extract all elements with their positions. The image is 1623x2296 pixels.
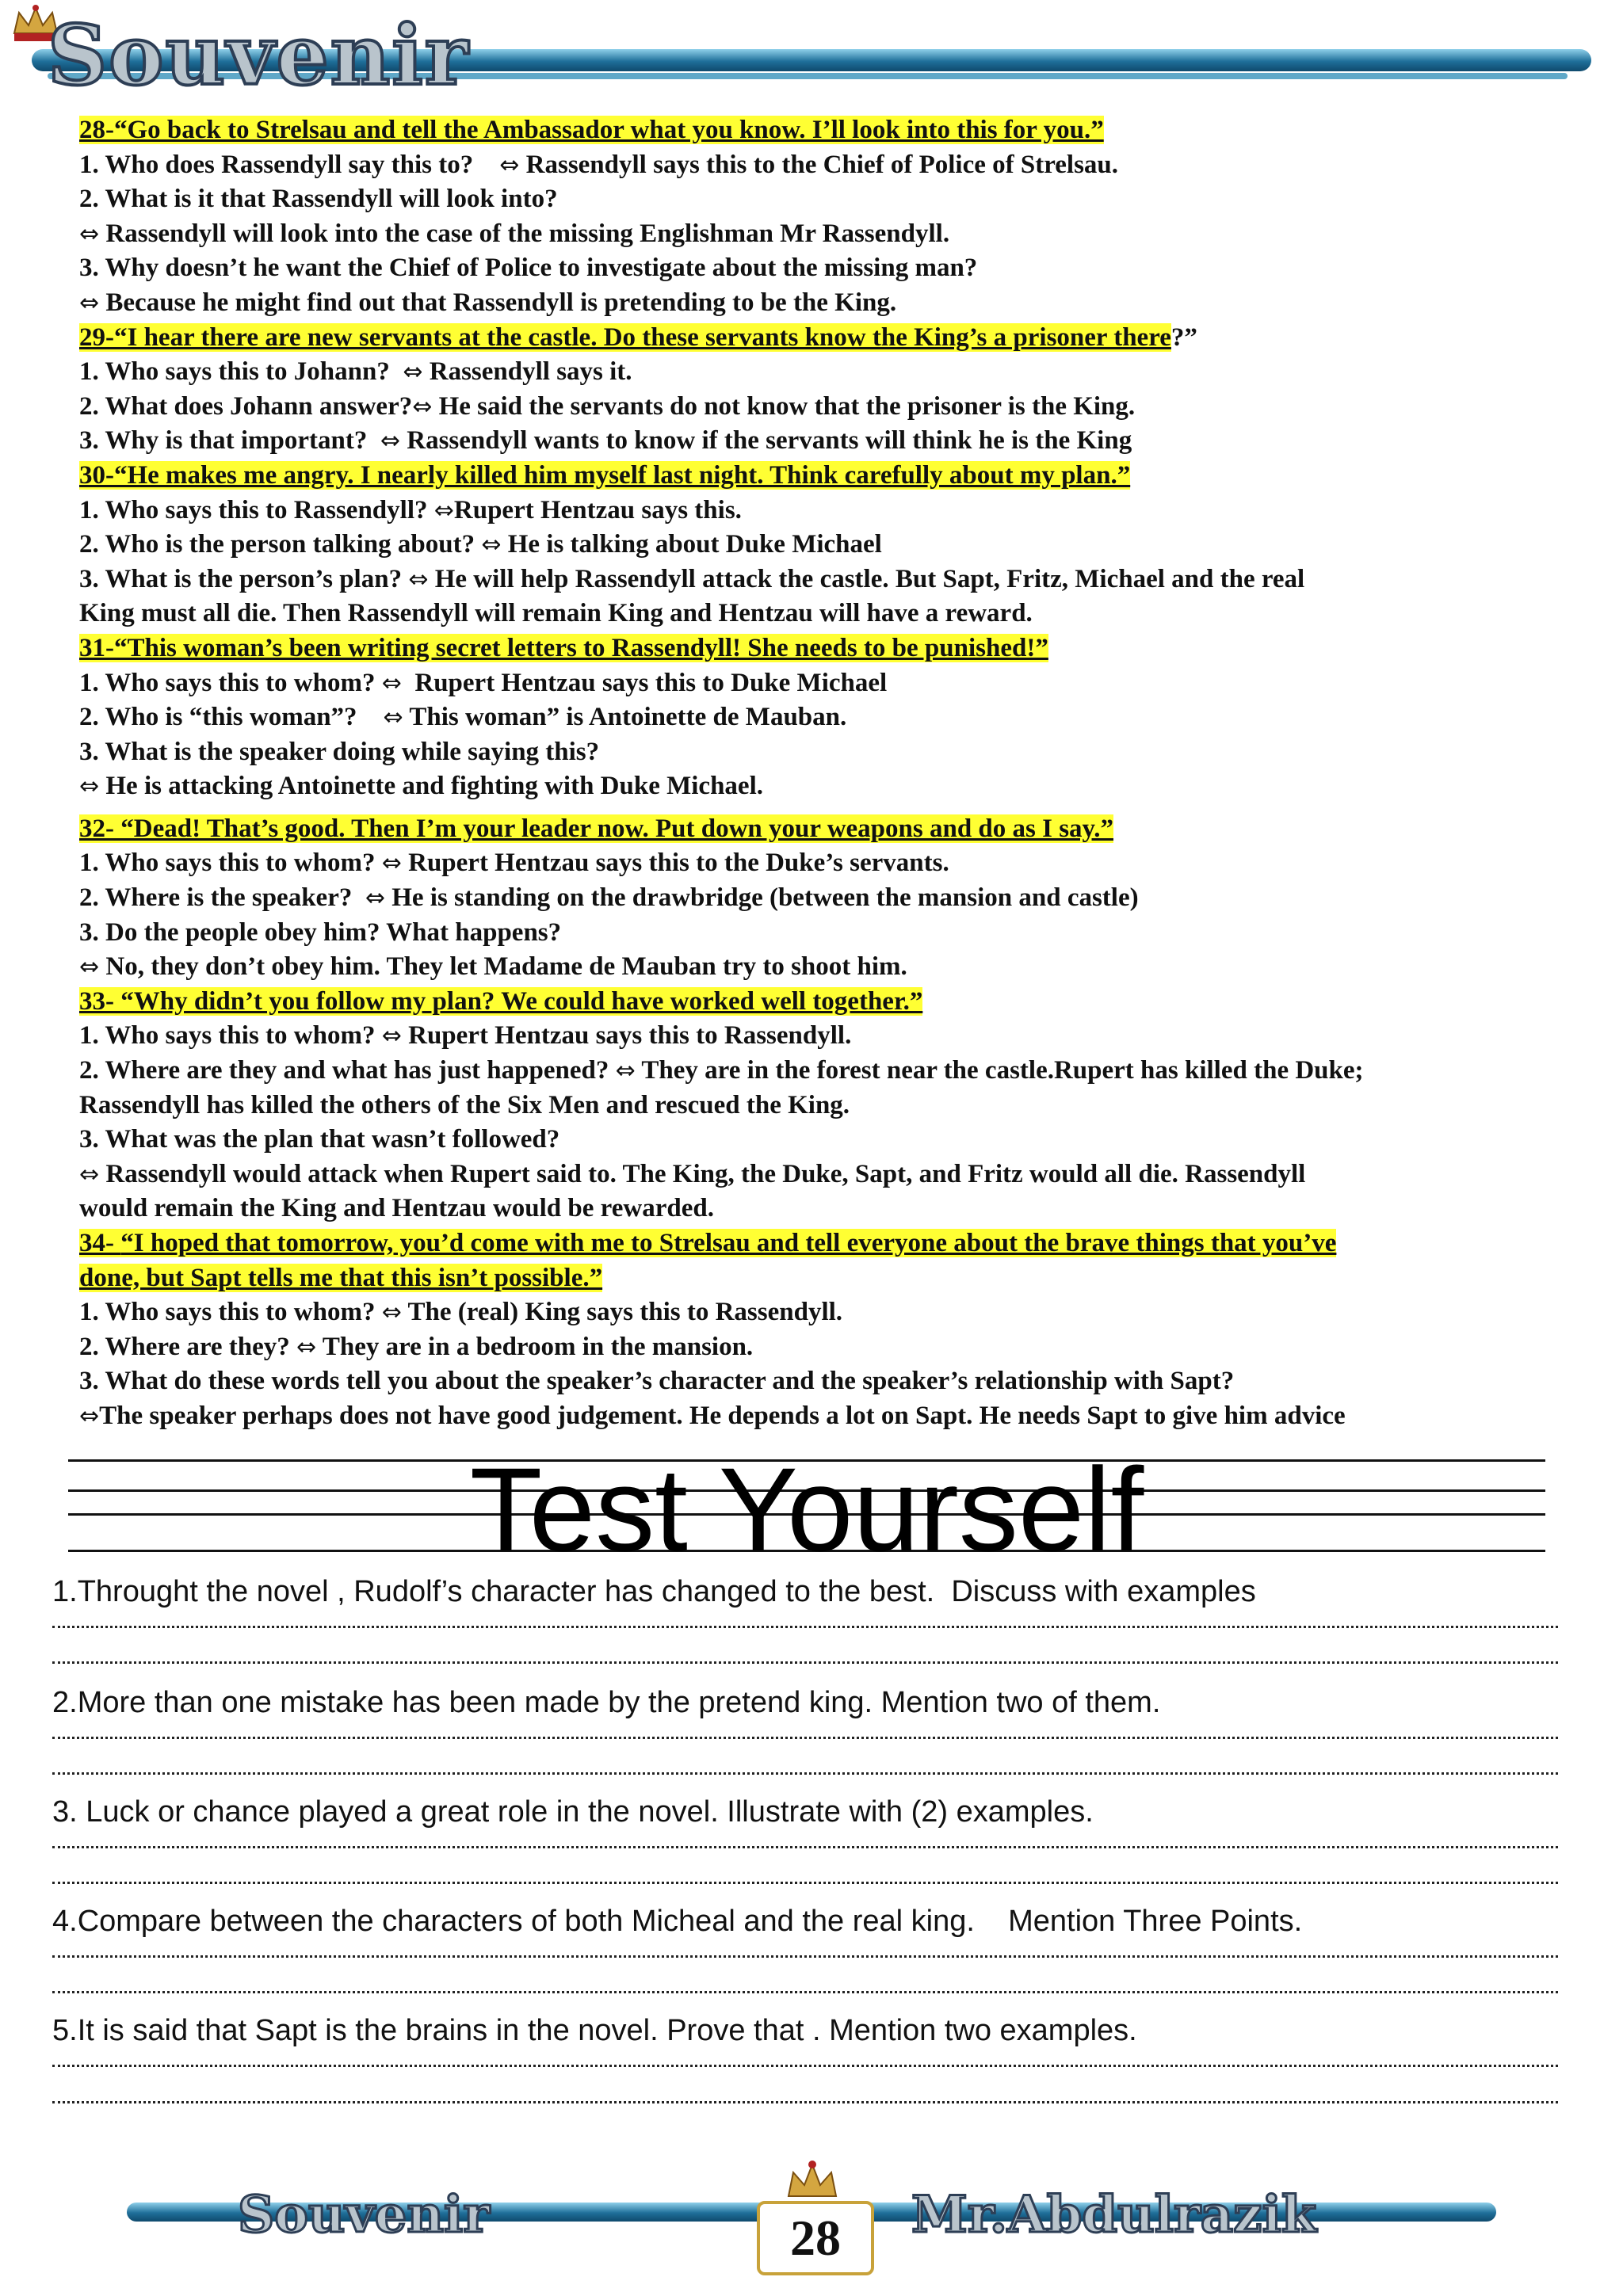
text-line [79,459,1569,494]
text-line [79,321,1569,356]
double-arrow-icon: ⇔ [79,219,100,248]
line-text: 3. Do the people obey him? What happens? [79,917,562,947]
line-text: He is attacking Antoinette and fighting with Duke Michael. [99,772,763,801]
text-line [79,1089,1569,1123]
highlighted-quote: 32- “Dead! That’s good. Then I’m your leader now. Put down your weapons and do as I say.” [79,814,1113,843]
double-arrow-icon: ⇔ [615,1057,636,1085]
double-arrow-icon: ⇔ [380,427,400,456]
double-arrow-icon: ⇔ [403,358,423,387]
double-arrow-icon: ⇔ [412,392,433,421]
answer-line[interactable] [52,1954,1558,1958]
text-line [79,735,1569,770]
text-line [79,769,1569,804]
page-number: 28 [757,2201,874,2275]
double-arrow-icon: ⇔ [365,884,385,913]
footer-left-logo: Souvenir [238,2185,490,2245]
line-text: 1. Who says this to whom? [79,1298,382,1327]
line-text: He is talking about Duke Michael [501,530,882,559]
line-text: 3. What do these words tell you about the speaker’s character and the speaker’s relationship with Sapt? [79,1367,1235,1396]
text-line [79,812,1569,847]
line-text: 1. Who says this to whom? [79,849,382,878]
line-text: 3. Why is that important? [79,426,380,456]
answer-line[interactable] [52,2100,1558,2103]
line-text: 1. Who says this to whom? [79,1021,382,1051]
line-text: Rassendyll says this to the Chief of Police of Strelsau. [519,150,1119,179]
line-text: 3. Why doesn’t he want the Chief of Police to investigate about the missing man? [79,254,978,283]
questions-content [79,113,1569,1434]
double-arrow-icon: ⇔ [79,1160,100,1188]
text-line [79,1123,1569,1158]
test-yourself-title: Test Yourself [469,1443,1144,1576]
line-text: 2. Where are they and what has just happened? [79,1056,616,1085]
double-arrow-icon: ⇔ [79,953,100,982]
text-line [79,286,1569,321]
line-text: Rupert Hentzau says this to Duke Michael [401,668,888,697]
line-text: 3. What is the person’s plan? [79,564,409,593]
double-arrow-icon: ⇔ [296,1333,317,1361]
highlighted-quote: -“This woman’s been writing secret letters to Rassendyll! She needs to be punished!” [105,633,1048,662]
highlighted-quote: 31 [79,633,105,662]
double-arrow-icon: ⇔ [79,1402,100,1430]
line-text: ?” [1170,322,1197,352]
line-text: Rassendyll has killed the others of the Six Men and rescued the King. [79,1090,850,1119]
highlighted-quote: 28-“Go back to Strelsau and tell the Ambassador what you know. I’ll look into this for you.” [79,116,1104,144]
answer-line[interactable] [52,1624,1558,1628]
double-arrow-icon: ⇔ [433,496,454,524]
line-text: They are in the forest near the castle.Rupert has killed the Duke; [635,1056,1364,1085]
line-text: Rassendyll will look into the case of the missing Englishman Mr Rassendyll. [99,219,950,248]
line-text: 1. Who says this to whom? [79,668,382,697]
header-banner [0,0,1623,119]
test-yourself-header [68,1443,1545,1576]
double-arrow-icon: ⇔ [408,565,429,593]
question-3: 3. Luck or chance played a great role in the novel. Illustrate with (2) examples. [52,1795,1094,1829]
double-arrow-icon: ⇔ [499,151,520,179]
line-text: King must all die. Then Rassendyll will remain King and Hentzau will have a reward. [79,599,1033,628]
header-logo: Souvenir [48,6,470,104]
text-line [79,916,1569,951]
text-line [79,950,1569,985]
text-line [79,182,1569,217]
text-line [79,1261,1569,1296]
crown-crest-icon [781,2157,844,2204]
text-line [79,494,1569,528]
line-text: Because he might find out that Rassendyll is pretending to be the King. [99,288,897,317]
question-2: 2.More than one mistake has been made by the pretend king. Mention two of them. [52,1686,1161,1719]
highlighted-quote: 33- “Why didn’t you follow my plan? We could have worked well together.” [79,986,923,1016]
line-text: 2. Where are they? [79,1332,297,1361]
line-text: 2. Where is the speaker? [79,883,365,913]
text-line [79,1158,1569,1192]
answer-line[interactable] [52,1771,1558,1775]
answer-line[interactable] [52,1989,1558,1993]
text-line [79,251,1569,286]
question-4: 4.Compare between the characters of both Micheal and the real king. Mention Three Points. [52,1905,1303,1938]
text-line [79,985,1569,1020]
highlighted-quote: done, but Sapt tells me that this isn’t possible.” [79,1263,603,1292]
double-arrow-icon: ⇔ [381,849,402,878]
text-line [79,390,1569,425]
line-text: 1. Who does Rassendyll say this to? [79,150,500,179]
line-text: The speaker perhaps does not have good judgement. He depends a lot on Sapt. He needs Sapt to give him advice [99,1401,1346,1430]
text-line [79,597,1569,631]
text-line [79,1054,1569,1089]
line-text: 3. What was the plan that wasn’t followed? [79,1125,560,1154]
line-text: Rupert Hentzau says this to the Duke’s servants. [401,849,949,878]
footer-banner [0,2155,1623,2296]
text-line [79,1330,1569,1365]
line-text: They are in a bedroom in the mansion. [316,1332,754,1361]
text-line [79,1399,1569,1434]
text-line [79,217,1569,252]
line-text: He said the servants do not know that the prisoner is the King. [432,391,1136,421]
line-text: 2. Who is the person talking about? [79,530,482,559]
line-text: 2. What is it that Rassendyll will look into? [79,185,558,214]
line-text: He will help Rassendyll attack the castle. But Sapt, Fritz, Michael and the real [428,564,1305,593]
line-text: The (real) King says this to Rassendyll. [401,1298,843,1327]
question-1: 1.Throught the novel , Rudolf’s character has changed to the best. Discuss with examples [52,1575,1256,1608]
line-text: 3. What is the speaker doing while saying this? [79,737,600,766]
answer-line[interactable] [52,1660,1558,1664]
text-line [79,1295,1569,1330]
text-line [79,1192,1569,1226]
line-text: Rassendyll says it. [422,357,632,387]
line-text: 2. Who is “this woman”? [79,703,384,732]
text-line [79,355,1569,390]
text-line [79,666,1569,701]
double-arrow-icon: ⇔ [481,531,502,559]
answer-line[interactable] [52,1735,1558,1739]
text-line [79,424,1569,459]
text-line [79,1019,1569,1054]
line-text: 2. What does Johann answer? [79,391,413,421]
text-line [79,528,1569,563]
highlighted-quote: 29-“I hear there are new servants at the castle. Do these servants know the King’s a prisoner there [79,322,1171,352]
line-text: This woman” is Antoinette de Mauban. [403,703,847,732]
double-arrow-icon: ⇔ [383,704,403,732]
highlighted-quote: 30-“He makes me angry. I nearly killed him myself last night. Think carefully about my plan.” [79,460,1131,490]
answer-line[interactable] [52,1880,1558,1884]
double-arrow-icon: ⇔ [79,772,100,801]
text-line [79,148,1569,183]
double-arrow-icon: ⇔ [79,288,100,317]
double-arrow-icon: ⇔ [381,1022,402,1051]
text-line [79,113,1569,148]
double-arrow-icon: ⇔ [381,669,402,697]
text-line [79,631,1569,666]
footer-right-logo: Mr.Abdulrazik [911,2185,1317,2245]
answer-line[interactable] [52,1844,1558,1848]
line-text: No, they don’t obey him. They let Madame de Mauban try to shoot him. [99,952,907,982]
line-text: 1. Who says this to Rassendyll? [79,495,434,524]
text-line [79,881,1569,916]
line-text: 1. Who says this to Johann? [79,357,403,387]
text-line [79,1226,1569,1261]
highlighted-quote: 34- [79,1229,121,1257]
text-line [79,846,1569,881]
line-text: Rassendyll wants to know if the servants will think he is the King [399,426,1132,456]
text-line [79,1364,1569,1399]
question-5: 5.It is said that Sapt is the brains in the novel. Prove that . Mention two examples. [52,2014,1137,2047]
line-text: He is standing on the drawbridge (between the mansion and castle) [384,883,1139,913]
text-line [79,700,1569,735]
highlighted-quote: “I hoped that tomorrow, you’d come with me to Strelsau and tell everyone about the brave things that you’ve [120,1229,1337,1257]
line-text: Rupert Hentzau says this to Rassendyll. [401,1021,852,1051]
line-text: Rupert Hentzau says this. [453,495,742,524]
line-text: would remain the King and Hentzau would be rewarded. [79,1194,714,1223]
line-text: Rassendyll would attack when Rupert said to. The King, the Duke, Sapt, and Fritz would all die. Rassendyll [99,1159,1306,1188]
answer-line[interactable] [52,2063,1558,2067]
double-arrow-icon: ⇔ [381,1299,402,1327]
text-line [79,563,1569,597]
